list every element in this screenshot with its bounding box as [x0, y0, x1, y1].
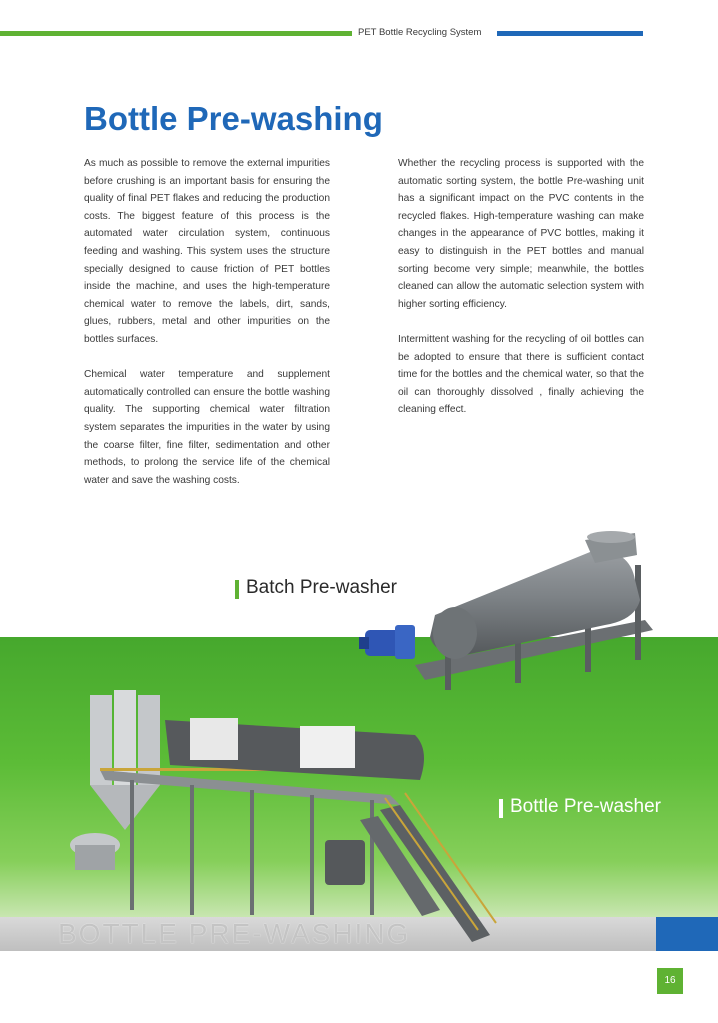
page-number: 16 [657, 968, 683, 994]
left-column [84, 155, 330, 489]
header-green-rule [0, 31, 352, 36]
batch-prewasher-label: Batch Pre-washer [235, 577, 397, 599]
header-blue-rule [497, 31, 643, 36]
right-paragraph-2: Intermittent washing for the recycling of oil bottles can be adopted to ensure that there is sufficient contact time for the bottles and the chemical water, so that the oil can thoroughly dissolved , finally achieving the cleaning effect. [398, 333, 644, 416]
left-paragraph-2: Chemical water temperature and supplement automatically controlled can ensure the bottle washing quality. The supporting chemical water filtration system separates the impurities in the water by using the coarse filter, fine filter, sedimentation and other methods, to prolong the service life of the chemical water and save the washing costs. [84, 369, 330, 486]
right-column [398, 155, 644, 419]
page-title: Bottle Pre-washing [84, 100, 383, 137]
running-title: PET Bottle Recycling System [358, 27, 482, 38]
band-blue-block [656, 917, 718, 951]
left-paragraph-1: As much as possible to remove the external impurities before crushing is an important basis for ensuring the quality of final PET flakes and reducing the production costs. The biggest feature of this process is the automated water circulation system, continuous feeding and washing. This system uses the structure specially designed to cause friction of PET bottles inside the machine, and uses the high-temperature chemical water to remove the labels, dirt, sands, glues, rubbers, metal and other impurities on the bottles surfaces. [84, 158, 330, 345]
bottle-prewasher-illustration [60, 680, 500, 970]
right-paragraph-1: Whether the recycling process is supported with the automatic sorting system, the bottle Pre-washing unit has a significant impact on the PVC contents in the recycled flakes. High-temperature washing can make changes in the appearance of PVC bottles, making it easy to distinguish in the PET bottles and manual sorting become very simple; meanwhile, the bottles cleaned can allow the automatic selection system with higher sorting efficiency. [398, 158, 644, 310]
bottle-prewasher-label: Bottle Pre-washer [499, 796, 661, 818]
band-title: BOTTLE PRE-WASHING [58, 918, 411, 949]
batch-prewasher-illustration [355, 525, 660, 705]
